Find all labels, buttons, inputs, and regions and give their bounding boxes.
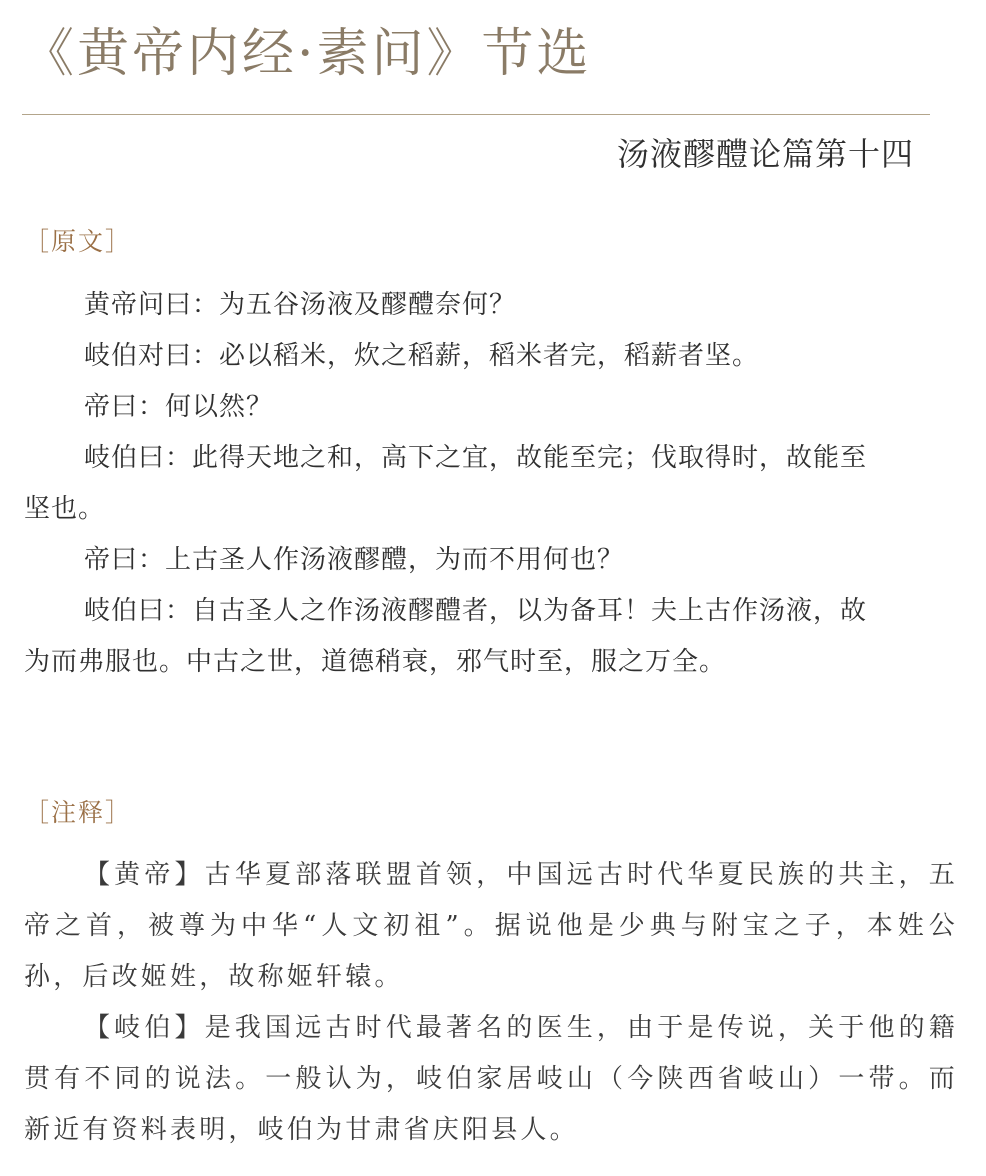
- note-paragraph: 【岐伯】是我国远古时代最著名的医生，由于是传说，关于他的籍贯有不同的说法。一般认为，岐伯家居岐山（今陕西省岐山）一带。而新近有资料表明，岐伯为甘肃省庆阳县人。: [24, 1013, 958, 1145]
- original-paragraph: 岐伯曰：此得天地之和，高下之宜，故能至完；伐取得时，故能至坚也。: [24, 443, 868, 524]
- notes-label: ［注释］: [24, 798, 133, 827]
- note-paragraph: 【黄帝】古华夏部落联盟首领，中国远古时代华夏民族的共主，五帝之首，被尊为中华“人文初祖”。据说他是少典与附宝之子，本姓公孙，后改姬姓，故称姬轩辕。: [24, 860, 958, 992]
- original-paragraph: 黄帝问曰：为五谷汤液及醪醴奈何？: [84, 290, 517, 320]
- original-paragraph: 帝曰：上古圣人作汤液醪醴，为而不用何也？: [84, 545, 625, 575]
- original-text-body: [24, 280, 884, 688]
- page-title: 《黄帝内经·素问》节选: [22, 24, 592, 84]
- chapter-title: 汤液醪醴论篇第十四: [616, 135, 914, 173]
- notes-body: [24, 850, 958, 1156]
- original-paragraph: 帝曰：何以然？: [84, 392, 274, 422]
- original-paragraph: 岐伯对曰：必以稻米，炊之稻薪，稻米者完，稻薪者坚。: [84, 341, 760, 371]
- title-divider: [22, 114, 930, 115]
- original-paragraph: 岐伯曰：自古圣人之作汤液醪醴者，以为备耳！夫上古作汤液，故为而弗服也。中古之世，道德稍衰，邪气时至，服之万全。: [24, 596, 868, 677]
- original-text-label: ［原文］: [24, 227, 133, 256]
